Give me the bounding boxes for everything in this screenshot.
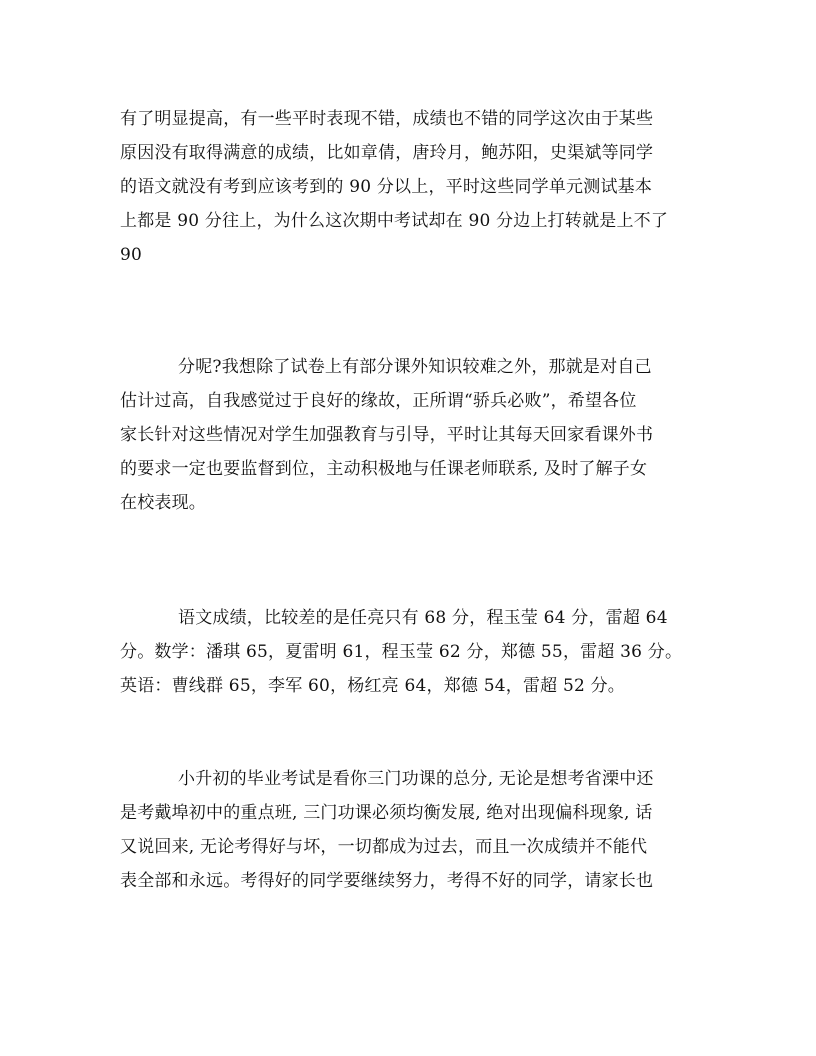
text-line: 家长针对这些情况对学生加强教育与引导，平时让其每天回家看课外书 [120, 425, 654, 445]
text-line: 分呢?我想除了试卷上有部分课外知识较难之外，那就是对自己 [178, 357, 652, 377]
text-line: 是考戴埠初中的重点班, 三门功课必须均衡发展, 绝对出现偏科现象, 话 [120, 803, 653, 823]
text-line: 的要求一定也要监督到位，主动积极地与任课老师联系, 及时了解子女 [120, 459, 648, 479]
text-line: 表全部和永远。考得好的同学要继续努力，考得不好的同学，请家长也 [120, 871, 654, 891]
text-line: 的语文就没有考到应该考到的 90 分以上，平时这些同学单元测试基本 [120, 177, 653, 197]
text-line: 90 [120, 245, 143, 265]
paragraph-exam-result-analysis [120, 102, 700, 272]
text-line: 原因没有取得满意的成绩，比如章倩，唐玲月，鲍苏阳，史渠斌等同学 [120, 143, 654, 163]
paragraph-subject-scores [120, 601, 700, 703]
paragraph-graduation-exam [120, 762, 700, 898]
text-line: 估计过高，自我感觉过于良好的缘故，正所谓“骄兵必败”，希望各位 [120, 391, 637, 411]
text-line: 小升初的毕业考试是看你三门功课的总分, 无论是想考省溧中还 [178, 769, 654, 789]
text-line: 英语：曹线群 65，李军 60，杨红亮 64，郑德 54，雷超 52 分。 [120, 676, 625, 696]
text-line: 语文成绩，比较差的是任亮只有 68 分，程玉莹 64 分，雷超 64 [178, 608, 668, 628]
text-line: 上都是 90 分往上，为什么这次期中考试却在 90 分边上打转就是上不了 [120, 211, 669, 231]
text-line: 分。数学：潘琪 65，夏雷明 61，程玉莹 62 分，郑德 55，雷超 36 分。 [120, 642, 683, 662]
paragraph-parent-guidance [120, 350, 700, 520]
text-line: 有了明显提高，有一些平时表现不错，成绩也不错的同学这次由于某些 [120, 109, 654, 129]
text-line: 又说回来, 无论考得好与坏，一切都成为过去，而且一次成绩并不能代 [120, 837, 648, 857]
text-line: 在校表现。 [120, 493, 206, 513]
